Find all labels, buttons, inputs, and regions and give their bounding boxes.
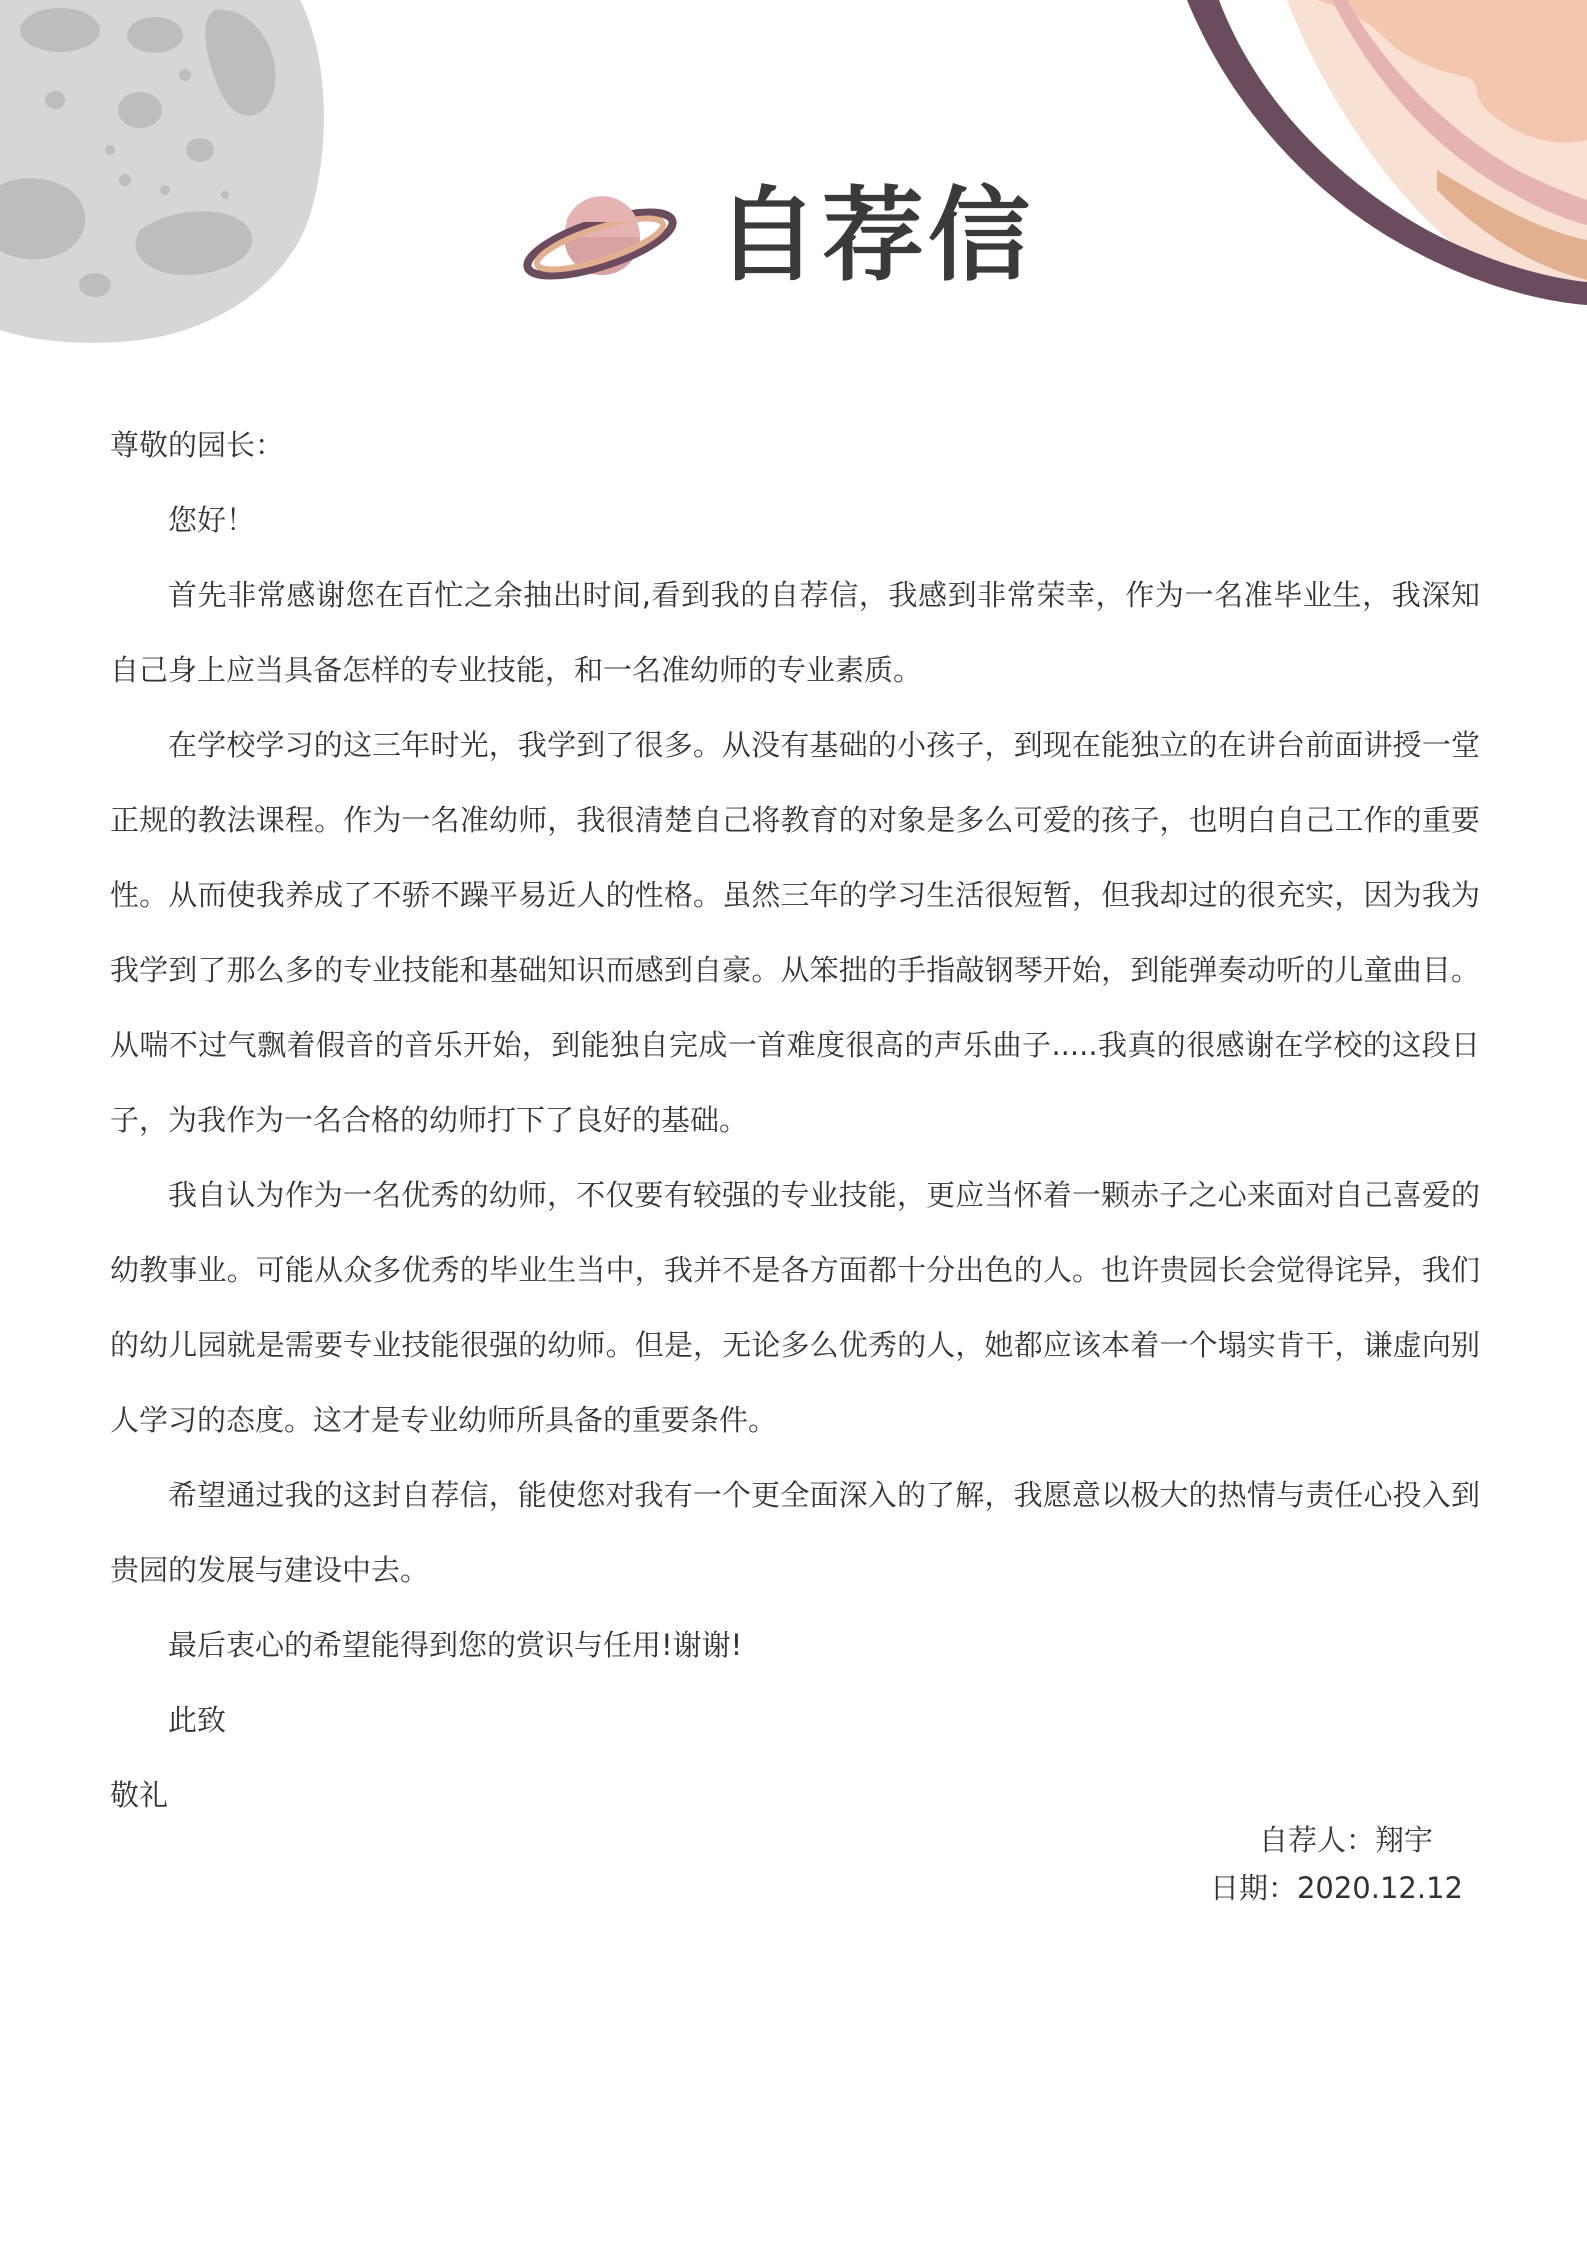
paragraph: 最后衷心的希望能得到您的赏识与任用!谢谢!	[168, 1628, 743, 1662]
paragraph: 希望通过我的这封自荐信，能使您对我有一个更全面深入的了解，我愿意以极大的热情与责任心投入到贵园的发展与建设中去。	[110, 1478, 1480, 1587]
title-block	[520, 172, 1034, 302]
paragraph: 在学校学习的这三年时光，我学到了很多。从没有基础的小孩子，到现在能独立的在讲台前面讲授一堂正规的教法课程。作为一名准幼师，我很清楚自己将教育的对象是多么可爱的孩子，也明白自己工作的重要性。从而使我养成了不骄不躁平易近人的性格。虽然三年的学习生活很短暂，但我却过的很充实，因为我为我学到了那么多的专业技能和基础知识而感到自豪。从笨拙的手指敲钢琴开始，到能弹奏动听的儿童曲目。从喘不过气飘着假音的音乐开始，到能独自完成一首难度很高的声乐曲子.....我真的很感谢在学校的这段日子，为我作为一名合格的幼师打下了良好的基础。	[110, 728, 1480, 1137]
page-title: 自荐信	[716, 177, 1034, 296]
paragraph: 我自认为作为一名优秀的幼师，不仅要有较强的专业技能，更应当怀着一颗赤子之心来面对自己喜爱的幼教事业。可能从众多优秀的毕业生当中，我并不是各方面都十分出色的人。也许贵园长会觉得诧异，我们的幼儿园就是需要专业技能很强的幼师。但是，无论多么优秀的人，她都应该本着一个塌实肯干，谦虚向别人学习的态度。这才是专业幼师所具备的重要条件。	[110, 1178, 1480, 1437]
salutation: 尊敬的园长：	[110, 428, 285, 462]
greeting: 您好！	[168, 503, 256, 537]
letter-body	[110, 408, 1480, 1833]
closing-regards: 敬礼	[110, 1778, 169, 1812]
moon-illustration	[0, 0, 340, 345]
paragraph: 首先非常感谢您在百忙之余抽出时间,看到我的自荐信，我感到非常荣幸，作为一名准毕业生，我深知自己身上应当具备怎样的专业技能，和一名准幼师的专业素质。	[110, 578, 1480, 687]
signature-block	[1123, 1816, 1463, 1912]
signature-date: 日期：2020.12.12	[1209, 1871, 1463, 1905]
planet-illustration	[1187, 0, 1587, 320]
saturn-icon	[520, 182, 680, 292]
closing-line: 此致	[168, 1703, 227, 1737]
signature-name: 自荐人：翔宇	[1258, 1823, 1433, 1857]
